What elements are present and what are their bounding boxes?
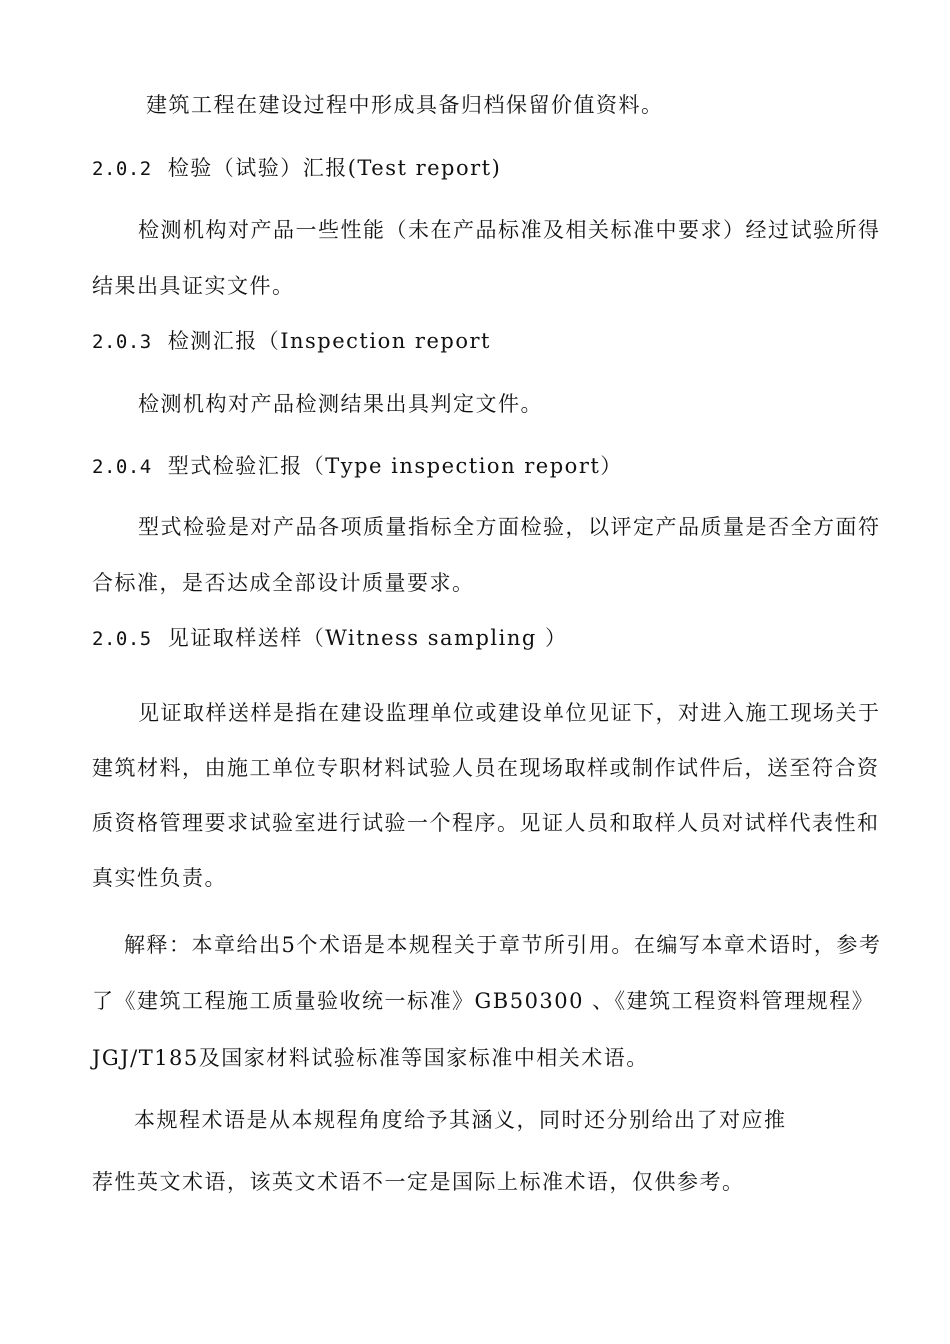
paragraph-line: 建筑材料，由施工单位专职材料试验人员在现场取样或制作试件后，送至符合资 [92, 756, 880, 780]
section-number: 2.0.2 [92, 158, 152, 180]
section-title: 检测汇报（Inspection report [167, 329, 491, 353]
paragraph-line: 见证取样送样是指在建设监理单位或建设单位见证下，对进入施工现场关于 [138, 701, 881, 725]
section-title: 型式检验汇报（Type inspection report） [167, 454, 623, 478]
note-line: 荐性英文术语，该英文术语不一定是国际上标准术语，仅供参考。 [92, 1170, 745, 1194]
paragraph-line: 合标准，是否达成全部设计质量要求。 [92, 571, 475, 595]
note-line: 解释：本章给出5个术语是本规程关于章节所引用。在编写本章术语时，参考 [124, 933, 882, 957]
paragraph-line: 型式检验是对产品各项质量指标全方面检验，以评定产品质量是否全方面符 [138, 515, 881, 539]
note-line: 了《建筑工程施工质量验收统一标准》GB50300 、《建筑工程资料管理规程》 [92, 989, 875, 1013]
section-number: 2.0.3 [92, 331, 152, 353]
note-line: JGJ/T185及国家材料试验标准等国家标准中相关术语。 [92, 1046, 649, 1070]
section-heading-2-0-3 [92, 328, 491, 355]
section-number: 2.0.4 [92, 456, 152, 478]
paragraph-line: 检测机构对产品一些性能（未在产品标准及相关标准中要求）经过试验所得 [138, 218, 881, 242]
paragraph-line: 建筑工程在建设过程中形成具备归档保留价值资料。 [146, 93, 664, 117]
paragraph-line: 质资格管理要求试验室进行试验一个程序。见证人员和取样人员对试样代表性和 [92, 811, 880, 835]
section-heading-2-0-2 [92, 155, 501, 182]
paragraph-line: 结果出具证实文件。 [92, 274, 295, 298]
paragraph-line: 检测机构对产品检测结果出具判定文件。 [138, 392, 543, 416]
section-title: 检验（试验）汇报(Test report) [167, 156, 502, 180]
section-number: 2.0.5 [92, 628, 152, 650]
note-line: 本规程术语是从本规程角度给予其涵义，同时还分别给出了对应推 [134, 1108, 787, 1132]
paragraph-line: 真实性负责。 [92, 866, 227, 890]
section-title: 见证取样送样（Witness sampling ） [167, 626, 568, 650]
section-heading-2-0-4 [92, 453, 623, 480]
section-heading-2-0-5 [92, 625, 567, 652]
